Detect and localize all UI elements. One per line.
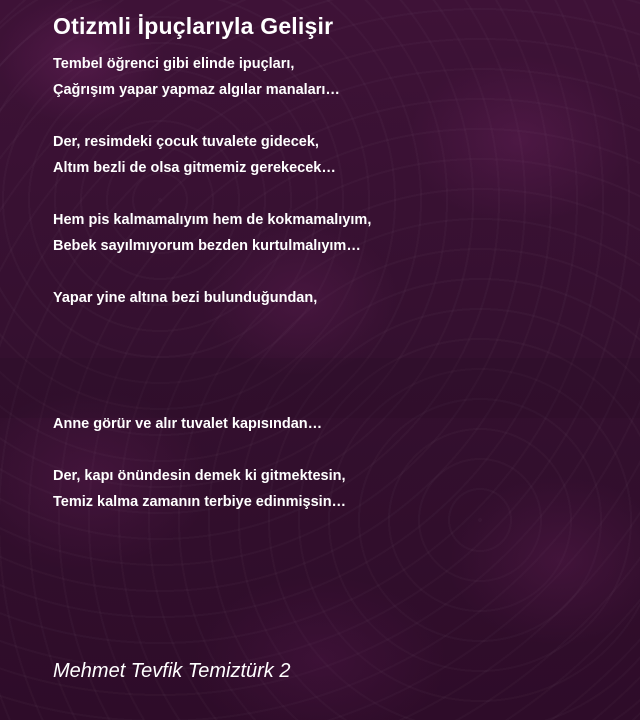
poem-line: Anne görür ve alır tuvalet kapısından… (53, 416, 323, 432)
author-name: Mehmet Tevfik Temiztürk 2 (53, 660, 291, 682)
poem-line: Çağrışım yapar yapmaz algılar manaları… (53, 82, 340, 98)
poem-line: Bebek sayılmıyorum bezden kurtulmalıyım… (53, 238, 361, 254)
poem-line: Tembel öğrenci gibi elinde ipuçları, (53, 56, 295, 72)
poem-line: Der, kapı önündesin demek ki gitmektesin, (53, 468, 346, 484)
poem-line: Temiz kalma zamanın terbiye edinmişsin… (53, 494, 347, 510)
poem-line: Altım bezli de olsa gitmemiz gerekecek… (53, 160, 336, 176)
poem-line: Yapar yine altına bezi bulunduğundan, (53, 290, 318, 306)
poem-line: Hem pis kalmamalıyım hem de kokmamalıyım, (53, 212, 372, 228)
poem-title: Otizmli İpuçlarıyla Gelişir (53, 13, 334, 39)
poem-line: Der, resimdeki çocuk tuvalete gidecek, (53, 134, 319, 150)
background-band (0, 358, 640, 418)
